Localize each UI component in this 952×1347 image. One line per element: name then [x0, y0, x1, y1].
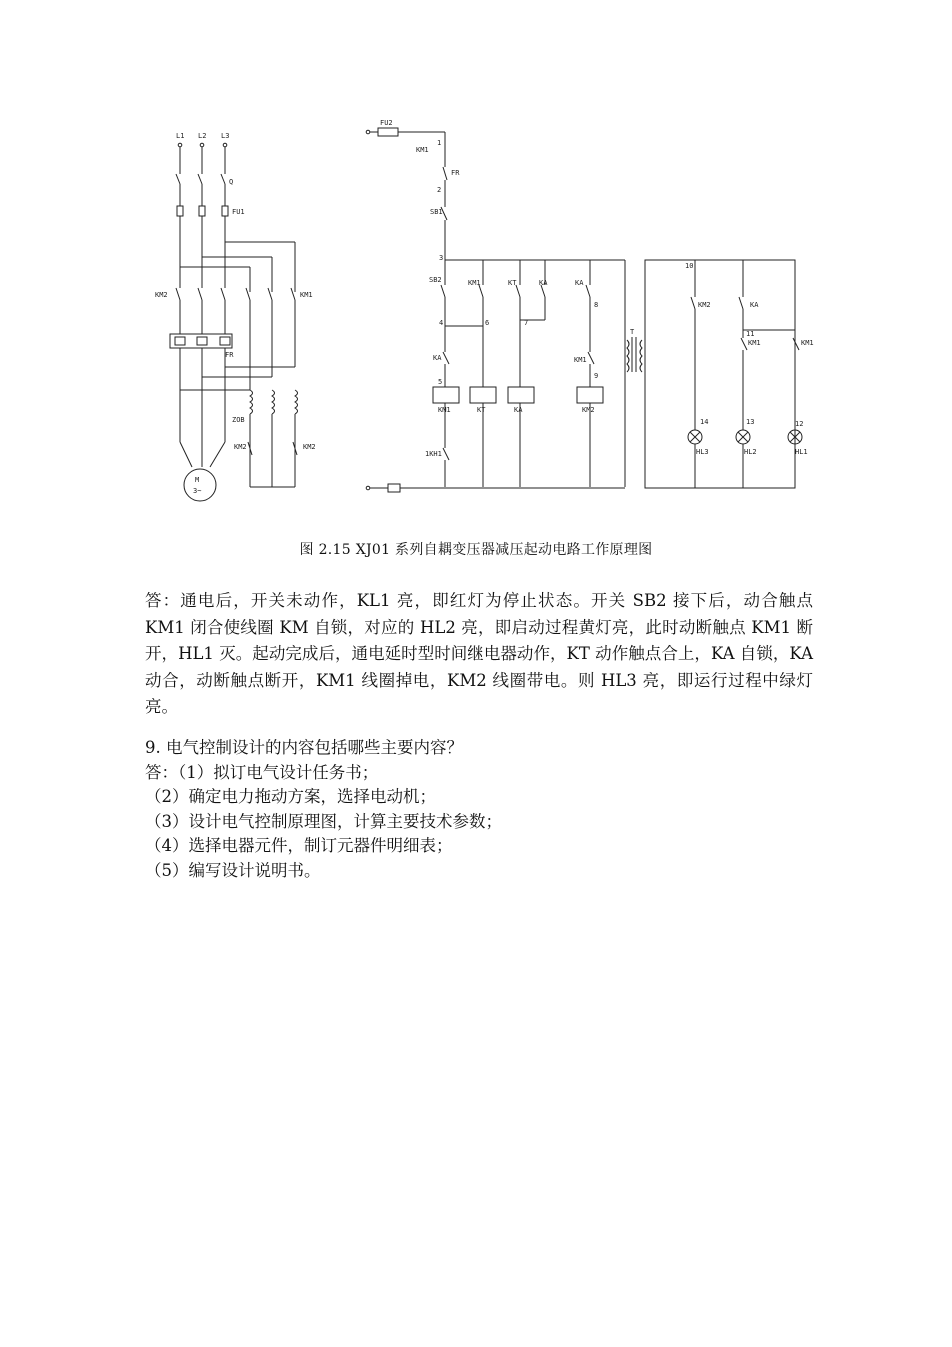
- question-9-item: 答：（1）拟订电气设计任务书；: [145, 762, 379, 782]
- figure-caption: 图 2.15 XJ01 系列自耦变压器减压起动电路工作原理图: [299, 542, 653, 558]
- label-n1: 1: [437, 139, 442, 147]
- label-HL2: HL2: [744, 448, 757, 456]
- label-KM1-top: KM1: [416, 146, 429, 154]
- label-n2: 2: [437, 186, 442, 194]
- label-coil-KM1: KM1: [438, 406, 451, 414]
- question-9-title: 9. 电气控制设计的内容包括哪些主要内容？: [145, 738, 463, 757]
- question-9-item: （2）确定电力拖动方案，选择电动机；: [145, 787, 436, 806]
- lamp-circuit: [645, 260, 802, 488]
- label-n13: 13: [746, 418, 755, 426]
- question-9-block: [145, 736, 813, 883]
- label-SB2: SB2: [429, 276, 442, 284]
- label-T: T: [630, 328, 635, 336]
- label-FR-ctrl: FR: [451, 169, 460, 177]
- label-n5: 5: [438, 378, 443, 386]
- control-circuit: [366, 128, 642, 492]
- label-n7: 7: [524, 319, 529, 327]
- label-n8: 8: [594, 301, 599, 309]
- label-KM2-star-right: KM2: [303, 443, 316, 451]
- answer-paragraph: 答：通电后，开关未动作，KL1 亮，即红灯为停止状态。开关 SB2 接下后，动合触点 KM1 闭合使线圈 KM 自锁，对应的 HL2 亮，即启动过程黄灯亮，此时动断触点 KM1 断开，HL1 灭。起动完成后，通电延时型时间继电器动作，KT 动作触点合上，KA 自锁，KA 动合，动断触点断开，KM1 线圈掉电，KM2 线圈带电。则 HL3 亮，即运行过程中绿灯亮。: [145, 591, 813, 716]
- label-KM2-main: KM2: [155, 291, 168, 299]
- question-9-item: （3）设计电气控制原理图，计算主要技术参数；: [145, 811, 502, 831]
- label-FU2: FU2: [380, 119, 393, 127]
- label-r-KA: KA: [750, 301, 759, 309]
- label-motor-phase: 3~: [193, 487, 202, 495]
- question-9-item: （5）编写设计说明书。: [145, 860, 321, 880]
- label-Q: Q: [229, 178, 234, 186]
- label-n14: 14: [700, 418, 709, 426]
- label-c-KT: KT: [508, 279, 517, 287]
- question-9-item: （4）选择电器元件，制订元器件明细表；: [145, 836, 453, 855]
- label-n12: 12: [795, 420, 804, 428]
- label-n6: 6: [485, 319, 490, 327]
- label-n4: 4: [439, 319, 444, 327]
- label-r-KM1b: KM1: [801, 339, 814, 347]
- label-KH1: 1KH1: [425, 450, 442, 458]
- label-ZOB: ZOB: [232, 416, 245, 424]
- label-n3: 3: [439, 254, 444, 262]
- label-KA-nc: KA: [433, 354, 442, 362]
- label-n11: 11: [746, 330, 755, 338]
- circuit-schematic: [150, 112, 814, 507]
- diagram-labels: [155, 119, 814, 495]
- label-n9: 9: [594, 372, 599, 380]
- label-FU1: FU1: [232, 208, 245, 216]
- circuit-diagram: [150, 112, 814, 507]
- label-L3: L3: [221, 132, 230, 140]
- label-HL1: HL1: [795, 448, 808, 456]
- label-FR: FR: [225, 351, 234, 359]
- label-coil-KM2: KM2: [582, 406, 595, 414]
- label-motor-m: M: [195, 476, 200, 484]
- label-c-KA1: KA: [539, 279, 548, 287]
- label-KM2-star-left: KM2: [234, 443, 247, 451]
- label-c-KA2: KA: [575, 279, 584, 287]
- label-r-KM1a: KM1: [748, 339, 761, 347]
- label-HL3: HL3: [696, 448, 709, 456]
- label-KM1-nc: KM1: [574, 356, 587, 364]
- label-c-KM1: KM1: [468, 279, 481, 287]
- label-L2: L2: [198, 132, 207, 140]
- label-SB1: SB1: [430, 208, 443, 216]
- label-n10: 10: [685, 262, 694, 270]
- label-coil-KA: KA: [514, 406, 523, 414]
- label-L1: L1: [176, 132, 185, 140]
- label-r-KM2: KM2: [698, 301, 711, 309]
- label-coil-KT: KT: [477, 406, 486, 414]
- label-KM1-main: KM1: [300, 291, 313, 299]
